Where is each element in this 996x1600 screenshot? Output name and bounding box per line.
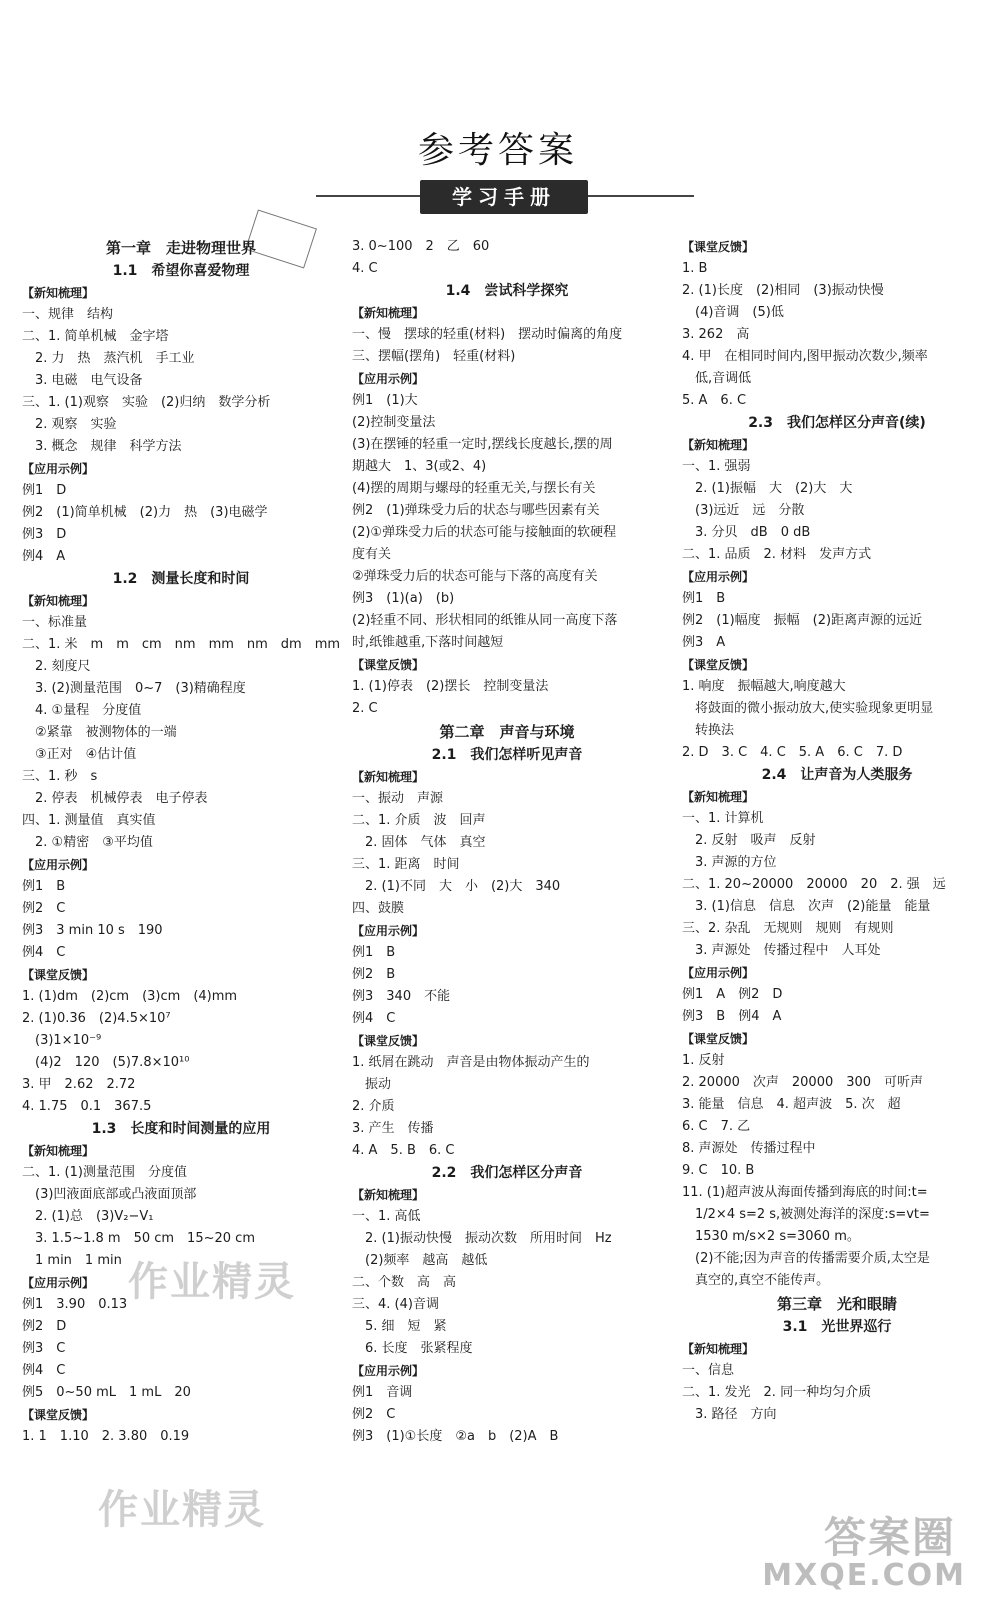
- answer-line: 2. (1)0.36 (2)4.5×10⁷: [22, 1011, 171, 1026]
- answer-line: 2. 停表 机械停表 电子停表: [22, 791, 208, 806]
- answer-line: 3. 产生 传播: [352, 1121, 434, 1136]
- subsection-label: 【课堂反馈】: [22, 968, 95, 982]
- answer-line: 例1 D: [22, 483, 67, 498]
- answer-line: (4)音调 (5)低: [682, 305, 784, 320]
- answer-line: 例1 B: [352, 945, 396, 960]
- answer-line: 3. 1.5~1.8 m 50 cm 15~20 cm: [22, 1231, 255, 1246]
- answer-line: 2. C: [352, 701, 378, 716]
- answer-line: 例1 B: [682, 591, 726, 606]
- answer-line: 5. 细 短 紧: [352, 1319, 447, 1334]
- answer-line: 2. 固体 气体 真空: [352, 835, 486, 850]
- subsection-label: 【课堂反馈】: [352, 658, 425, 672]
- answer-line: 二、1. 简单机械 金字塔: [22, 329, 169, 344]
- answer-line: 三、摆幅(摆角) 轻重(材料): [352, 349, 516, 364]
- section-heading: 2.4 让声音为人类服务: [761, 767, 913, 783]
- subsection-label: 【新知梳理】: [352, 306, 425, 320]
- subsection-label: 【应用示例】: [352, 924, 425, 938]
- subsection-label: 【应用示例】: [22, 858, 95, 872]
- answer-line: 例4 A: [22, 549, 66, 564]
- answer-line: 三、1. (1)观察 实验 (2)归纳 数学分析: [22, 395, 271, 410]
- answer-line: 2. (1)振动快慢 振动次数 所用时间 Hz: [352, 1231, 612, 1246]
- subsection-label: 【应用示例】: [22, 462, 95, 476]
- subsection-label: 【应用示例】: [682, 966, 755, 980]
- answer-line: 2. 介质: [352, 1099, 395, 1114]
- answer-line: 4. C: [352, 261, 378, 276]
- answer-line: 二、1. 介质 波 回声: [352, 813, 486, 828]
- answer-line: ③正对 ④估计值: [22, 747, 137, 762]
- answer-line: ②弹珠受力后的状态可能与下落的高度有关: [352, 569, 598, 584]
- answer-line: 例1 音调: [352, 1385, 413, 1400]
- section-heading: 1.1 希望你喜爱物理: [112, 263, 250, 279]
- subsection-label: 【新知梳理】: [682, 438, 755, 452]
- answer-line: 例3 A: [682, 635, 726, 650]
- answer-line: 一、振动 声源: [352, 791, 444, 806]
- answer-line: (2)控制变量法: [352, 415, 436, 430]
- answer-line: 2. (1)总 (3)V₂−V₁: [22, 1209, 154, 1224]
- section-heading: 1.2 测量长度和时间: [112, 571, 250, 587]
- answer-line: 例2 B: [352, 967, 396, 982]
- answer-line: 三、4. (4)音调: [352, 1297, 439, 1312]
- answer-line: 二、1. 20~20000 20000 20 2. 强 远: [682, 877, 946, 892]
- answer-line: 3. 概念 规律 科学方法: [22, 439, 182, 454]
- answer-line: 将鼓面的微小振动放大,使实验现象更明显: [682, 701, 934, 716]
- subsection-label: 【课堂反馈】: [682, 658, 755, 672]
- answer-line: 真空的,真空不能传声。: [682, 1273, 830, 1288]
- answer-line: 1. B: [682, 261, 708, 276]
- answer-line: 一、慢 摆球的轻重(材料) 摆动时偏离的角度: [352, 327, 623, 342]
- subsection-label: 【应用示例】: [22, 1276, 95, 1290]
- answer-line: 例2 C: [22, 901, 66, 916]
- watermark: 作业精灵: [128, 1258, 296, 1305]
- subsection-label: 【新知梳理】: [22, 594, 95, 608]
- answer-line: 三、1. 秒 s: [22, 769, 98, 784]
- answer-line: 2. (1)长度 (2)相同 (3)振动快慢: [682, 283, 884, 298]
- subsection-label: 【新知梳理】: [682, 790, 755, 804]
- answer-line: 1. 纸屑在跳动 声音是由物体振动产生的: [352, 1055, 590, 1070]
- answer-line: 1. (1)dm (2)cm (3)cm (4)mm: [22, 989, 238, 1004]
- answer-line: 一、1. 强弱: [682, 459, 751, 474]
- answer-line: 5. A 6. C: [682, 393, 747, 408]
- answer-line: 例1 B: [22, 879, 66, 894]
- chapter-heading: 第一章 走进物理世界: [105, 239, 256, 257]
- subsection-label: 【课堂反馈】: [22, 1408, 95, 1422]
- answer-line: 例3 3 min 10 s 190: [22, 923, 163, 938]
- answer-line: 3. 0~100 2 乙 60: [352, 239, 490, 254]
- answer-line: 例1 (1)大: [352, 393, 418, 408]
- answer-line: 时,纸锥越重,下落时间越短: [352, 635, 504, 650]
- answer-line: 例5 0~50 mL 1 mL 20: [22, 1385, 191, 1400]
- answer-line: 2. 20000 次声 20000 300 可听声: [682, 1075, 924, 1090]
- answer-line: 3. 声源处 传播过程中 人耳处: [682, 943, 881, 958]
- answer-line: 3. 能量 信息 4. 超声波 5. 次 超: [682, 1097, 901, 1112]
- answer-line: 3. (2)测量范围 0~7 (3)精确程度: [22, 681, 246, 696]
- answer-line: 例3 C: [22, 1341, 66, 1356]
- answer-line: 期越大 1、3(或2、4): [352, 459, 487, 474]
- section-heading: 3.1 光世界巡行: [782, 1319, 892, 1335]
- section-banner: 学习手册: [420, 180, 588, 214]
- answer-line: 3. 声源的方位: [682, 855, 777, 870]
- answer-line: 4. A 5. B 6. C: [352, 1143, 455, 1158]
- subsection-label: 【应用示例】: [352, 1364, 425, 1378]
- watermark: 答案圈: [823, 1513, 956, 1562]
- answer-line: (4)摆的周期与螺母的轻重无关,与摆长有关: [352, 481, 596, 496]
- answer-line: 振动: [352, 1077, 392, 1092]
- answer-line: (3)远近 远 分散: [682, 503, 805, 518]
- answer-line: 2. 刻度尺: [22, 659, 91, 674]
- answer-line: 2. (1)不同 大 小 (2)大 340: [352, 879, 561, 894]
- answer-line: 4. 1.75 0.1 367.5: [22, 1099, 152, 1114]
- answer-line: 3. (1)信息 信息 次声 (2)能量 能量: [682, 899, 931, 914]
- answer-line: 转换法: [682, 723, 735, 738]
- page-title: 参考答案: [417, 130, 578, 171]
- answer-line: 3. 电磁 电气设备: [22, 373, 143, 388]
- answer-line: 三、1. 距离 时间: [352, 857, 460, 872]
- answer-line: 例3 D: [22, 527, 67, 542]
- answer-line: 度有关: [352, 547, 392, 562]
- answer-line: 1. 响度 振幅越大,响度越大: [682, 679, 846, 694]
- answer-line: 例2 (1)幅度 振幅 (2)距离声源的远近: [682, 613, 923, 628]
- subsection-label: 【课堂反馈】: [682, 1032, 755, 1046]
- answer-column-2: [352, 236, 662, 1448]
- subsection-label: 【应用示例】: [352, 372, 425, 386]
- answer-line: (2)不能;因为声音的传播需要介质,太空是: [682, 1251, 930, 1266]
- answer-line: 2. 力 热 蒸汽机 手工业: [22, 351, 195, 366]
- answer-line: 低,音调低: [682, 371, 752, 386]
- answer-line: 三、2. 杂乱 无规则 规则 有规则: [682, 921, 894, 936]
- answer-line: 4. 甲 在相同时间内,图甲振动次数少,频率: [682, 349, 928, 364]
- answer-line: 2. 观察 实验: [22, 417, 117, 432]
- answer-line: 8. 声源处 传播过程中: [682, 1141, 816, 1156]
- answer-line: 一、标准量: [22, 615, 88, 630]
- subsection-label: 【新知梳理】: [22, 286, 95, 300]
- answer-line: 3. 分贝 dB 0 dB: [682, 525, 811, 540]
- answer-line: 2. D 3. C 4. C 5. A 6. C 7. D: [682, 745, 903, 760]
- answer-line: 四、1. 测量值 真实值: [22, 813, 156, 828]
- answer-line: 6. 长度 张紧程度: [352, 1341, 473, 1356]
- answer-line: ②紧靠 被测物体的一端: [22, 725, 177, 740]
- watermark: 作业精灵: [98, 1486, 266, 1533]
- answer-line: 4. ①量程 分度值: [22, 703, 142, 718]
- answer-line: 例1 3.90 0.13: [22, 1297, 128, 1312]
- chapter-heading: 第二章 声音与环境: [439, 723, 575, 741]
- answer-line: 一、信息: [682, 1363, 735, 1378]
- answer-line: 二、1. 发光 2. 同一种均匀介质: [682, 1385, 872, 1400]
- section-heading: 1.3 长度和时间测量的应用: [91, 1121, 271, 1137]
- section-heading: 2.1 我们怎样听见声音: [431, 747, 583, 763]
- answer-line: 例2 C: [352, 1407, 396, 1422]
- section-heading: 2.2 我们怎样区分声音: [431, 1165, 583, 1181]
- answer-line: 一、规律 结构: [22, 307, 114, 322]
- answer-line: 例2 (1)简单机械 (2)力 热 (3)电磁学: [22, 505, 268, 520]
- answer-line: 例3 B 例4 A: [682, 1009, 782, 1024]
- answer-line: 1 min 1 min: [22, 1253, 122, 1268]
- answer-line: 二、1. (1)测量范围 分度值: [22, 1165, 187, 1180]
- answer-line: 1530 m/s×2 s=3060 m。: [682, 1229, 860, 1244]
- answer-line: 例3 (1)(a) (b): [352, 591, 455, 606]
- answer-line: 二、1. 米 m m cm nm mm nm dm mm: [22, 637, 340, 652]
- answer-line: 2. ①精密 ③平均值: [22, 835, 153, 850]
- answer-line: 1. 1 1.10 2. 3.80 0.19: [22, 1429, 190, 1444]
- answer-line: 例1 A 例2 D: [682, 987, 783, 1002]
- answer-line: (3)在摆锤的轻重一定时,摆线长度越长,摆的周: [352, 437, 613, 452]
- answer-line: (4)2 120 (5)7.8×10¹⁰: [22, 1055, 190, 1070]
- answer-line: 11. (1)超声波从海面传播到海底的时间:t=: [682, 1185, 928, 1200]
- answer-line: 3. 路径 方向: [682, 1407, 777, 1422]
- answer-line: (2)①弹珠受力后的状态可能与接触面的软硬程: [352, 525, 617, 540]
- answer-line: 例2 (1)弹珠受力后的状态与哪些因素有关: [352, 503, 600, 518]
- answer-line: 6. C 7. 乙: [682, 1119, 751, 1134]
- subsection-label: 【新知梳理】: [682, 1342, 755, 1356]
- answer-line: 1/2×4 s=2 s,被测处海洋的深度:s=vt=: [682, 1207, 930, 1222]
- answer-line: 例4 C: [22, 1363, 66, 1378]
- answer-line: 二、个数 高 高: [352, 1275, 457, 1290]
- section-heading: 2.3 我们怎样区分声音(续): [748, 415, 926, 431]
- subsection-label: 【新知梳理】: [352, 770, 425, 784]
- subsection-label: 【新知梳理】: [352, 1188, 425, 1202]
- watermark: MXQE.COM: [762, 1558, 966, 1593]
- answer-line: 例3 (1)①长度 ②a b (2)A B: [352, 1429, 559, 1444]
- answer-line: (3)1×10⁻⁹: [22, 1033, 102, 1048]
- subsection-label: 【新知梳理】: [22, 1144, 95, 1158]
- subsection-label: 【课堂反馈】: [682, 240, 755, 254]
- subsection-label: 【应用示例】: [682, 570, 755, 584]
- answer-line: 1. (1)停表 (2)摆长 控制变量法: [352, 679, 549, 694]
- answer-line: (3)凹液面底部或凸液面顶部: [22, 1187, 197, 1202]
- subsection-label: 【课堂反馈】: [352, 1034, 425, 1048]
- chapter-heading: 第三章 光和眼睛: [776, 1295, 897, 1313]
- answer-column-3: [682, 236, 992, 1426]
- answer-line: 四、鼓膜: [352, 901, 405, 916]
- answer-line: 例3 340 不能: [352, 989, 451, 1004]
- answer-line: 1. 反射: [682, 1053, 725, 1068]
- section-heading: 1.4 尝试科学探究: [445, 283, 569, 299]
- answer-line: (2)频率 越高 越低: [352, 1253, 488, 1268]
- answer-line: 一、1. 高低: [352, 1209, 421, 1224]
- answer-line: 2. 反射 吸声 反射: [682, 833, 816, 848]
- answer-line: 二、1. 品质 2. 材料 发声方式: [682, 547, 872, 562]
- answer-line: 例2 D: [22, 1319, 67, 1334]
- answer-line: 2. (1)振幅 大 (2)大 大: [682, 481, 853, 496]
- answer-line: 一、1. 计算机: [682, 811, 764, 826]
- answer-line: (2)轻重不同、形状相同的纸锥从同一高度下落: [352, 613, 618, 628]
- answer-line: 3. 甲 2.62 2.72: [22, 1077, 136, 1092]
- answer-line: 例4 C: [352, 1011, 396, 1026]
- answer-line: 例4 C: [22, 945, 66, 960]
- answer-line: 3. 262 高: [682, 327, 750, 342]
- answer-line: 9. C 10. B: [682, 1163, 755, 1178]
